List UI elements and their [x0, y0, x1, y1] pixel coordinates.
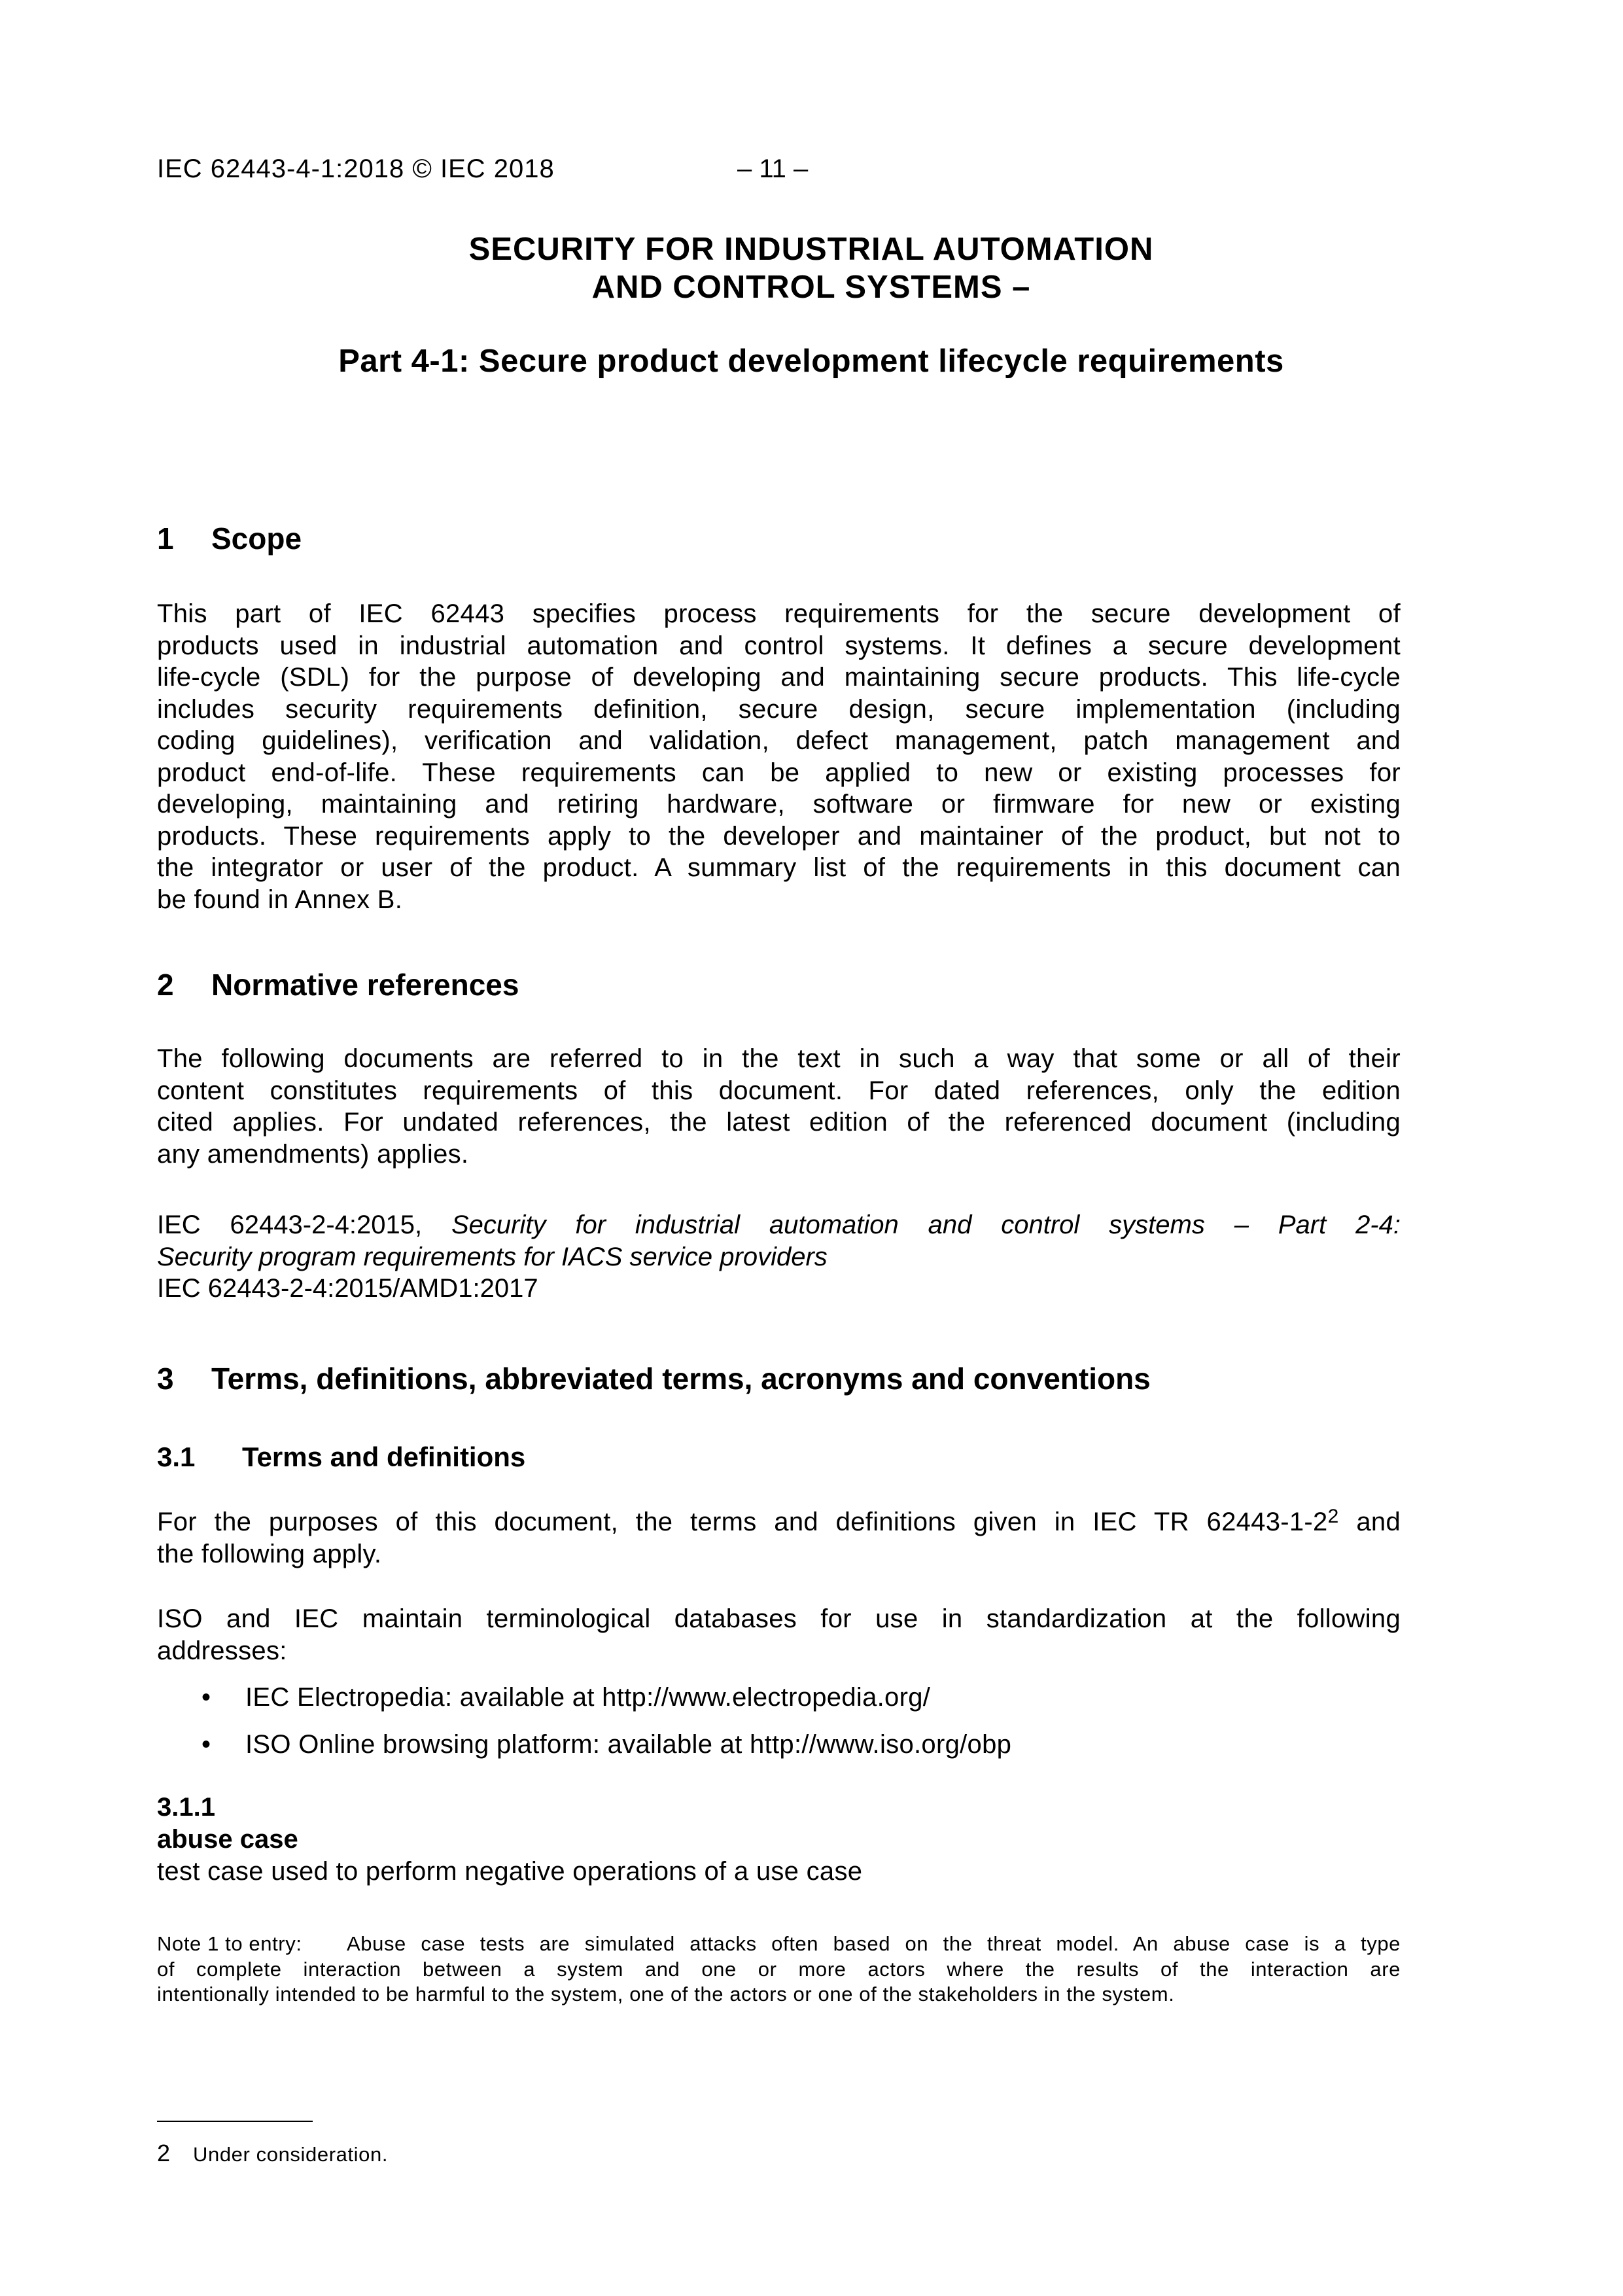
page-number: – 11 –: [737, 154, 809, 183]
reference-title-continued: Security program requirements for IACS service providers: [157, 1242, 828, 1271]
paragraph-line: any amendments) applies.: [157, 1139, 469, 1169]
footnote-divider: [157, 2121, 313, 2122]
section-title: Normative references: [211, 968, 519, 1002]
footnote-mark: 2: [157, 2140, 171, 2166]
section-1-heading: [157, 521, 302, 556]
note-to-entry: [157, 1932, 1401, 2007]
paragraph-line: content constitutes requirements of this document. For dated references, only the edition: [157, 1076, 1401, 1105]
reference-title: Security for industrial automation and control systems – Part 2-4:: [451, 1210, 1401, 1239]
intro-text: For the purposes of this document, the terms and definitions given in IEC TR 62443-1-2: [157, 1508, 1328, 1536]
paragraph-line: products used in industrial automation and control systems. It defines a secure development: [157, 631, 1401, 660]
paragraph-line: The following documents are referred to in the text in such a way that some or all of their: [157, 1044, 1401, 1073]
paragraph-line: the following apply.: [157, 1539, 382, 1568]
paragraph-line: addresses:: [157, 1636, 287, 1665]
section-title: Scope: [211, 521, 302, 556]
document-part-title: Part 4-1: Secure product development lifecycle requirements: [338, 344, 1284, 379]
reference-id: IEC 62443-2-4:2015,: [157, 1210, 423, 1239]
term-name: abuse case: [157, 1825, 298, 1854]
document-title: [157, 230, 1465, 306]
terminology-database-list: [157, 1683, 1401, 1777]
scope-paragraph: [157, 598, 1401, 915]
note-label: Note 1 to entry:: [157, 1932, 302, 1955]
note-text: Abuse case tests are simulated attacks often based on the threat model. An abuse case is a type: [347, 1932, 1401, 1955]
bullet-icon: •: [201, 1730, 211, 1759]
note-line: [157, 1932, 1401, 1957]
list-item-text: ISO Online browsing platform: available at http://www.iso.org/obp: [245, 1730, 1012, 1759]
section-3-heading: [157, 1361, 1151, 1396]
terminology-databases-paragraph: [157, 1603, 1401, 1667]
paragraph-line: includes security requirements definition, secure design, secure implementation (including: [157, 694, 1401, 724]
paragraph-line: [157, 1501, 1401, 1538]
subsection-title: Terms and definitions: [242, 1441, 526, 1472]
reference-amendment: IEC 62443-2-4:2015/AMD1:2017: [157, 1274, 538, 1303]
normative-references-paragraph: [157, 1043, 1401, 1170]
title-line-2: AND CONTROL SYSTEMS –: [591, 270, 1031, 305]
term-number: 3.1.1: [157, 1793, 215, 1822]
terms-intro-paragraph: [157, 1501, 1401, 1570]
section-title: Terms, definitions, abbreviated terms, acronyms and conventions: [211, 1362, 1151, 1396]
paragraph-line: coding guidelines), verification and validation, defect management, patch management and: [157, 726, 1401, 755]
paragraph-line: products. These requirements apply to the developer and maintainer of the product, but not to: [157, 821, 1401, 851]
paragraph-line: be found in Annex B.: [157, 885, 403, 914]
paragraph-line: This part of IEC 62443 specifies process requirements for the secure development of: [157, 599, 1401, 628]
reference-line: [157, 1209, 1401, 1241]
list-item: [157, 1683, 1401, 1730]
footnote-text: Under consideration.: [193, 2143, 389, 2166]
section-2-heading: [157, 967, 519, 1002]
paragraph-line: the integrator or user of the product. A summary list of the requirements in this document can: [157, 853, 1401, 882]
footnote-reference: 2: [1327, 1506, 1339, 1527]
note-line: of complete interaction between a system and one or more actors where the results of the interaction are: [157, 1957, 1401, 1981]
intro-text-end: and: [1338, 1508, 1401, 1536]
title-line-1: SECURITY FOR INDUSTRIAL AUTOMATION: [468, 232, 1154, 267]
section-number: 3: [157, 1362, 174, 1396]
section-number: 1: [157, 521, 174, 556]
footnote: [157, 2140, 388, 2167]
subsection-number: 3.1: [157, 1441, 196, 1472]
list-item-text: IEC Electropedia: available at http://www.electropedia.org/: [245, 1683, 931, 1712]
paragraph-line: cited applies. For undated references, the latest edition of the referenced document (including: [157, 1108, 1401, 1137]
subsection-3-1-heading: [157, 1441, 525, 1473]
note-line: intentionally intended to be harmful to the system, one of the actors or one of the stakeholders in the system.: [157, 1983, 1175, 2005]
term-definition: test case used to perform negative operations of a use case: [157, 1857, 863, 1886]
bullet-icon: •: [201, 1683, 211, 1712]
paragraph-line: ISO and IEC maintain terminological databases for use in standardization at the following: [157, 1604, 1401, 1633]
normative-reference-entry: [157, 1209, 1401, 1305]
paragraph-line: developing, maintaining and retiring hardware, software or firmware for new or existing: [157, 790, 1401, 819]
running-header: IEC 62443-4-1:2018 © IEC 2018: [157, 154, 555, 183]
section-number: 2: [157, 968, 174, 1002]
paragraph-line: product end-of-life. These requirements can be applied to new or existing processes for: [157, 758, 1401, 787]
list-item: [157, 1730, 1401, 1777]
paragraph-line: life-cycle (SDL) for the purpose of developing and maintaining secure products. This life-cycle: [157, 663, 1401, 692]
